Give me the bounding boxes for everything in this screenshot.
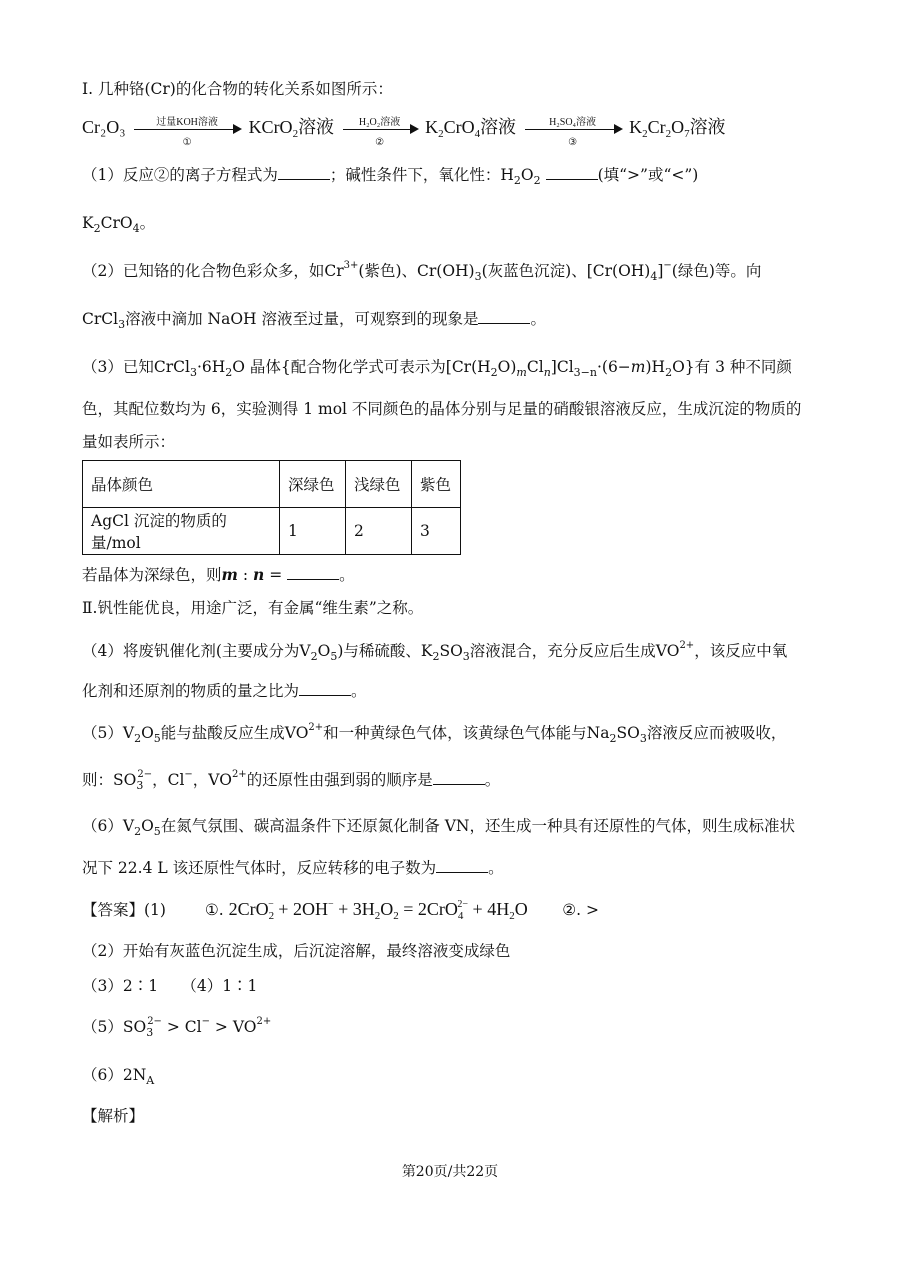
page-footer: 第20页/共22页 xyxy=(401,1164,499,1180)
answer-blank xyxy=(436,858,488,873)
answer-line-6: $(6)2N_A$ xyxy=(82,1066,155,1087)
table-header: 晶体颜色 xyxy=(83,461,280,508)
answer-blank xyxy=(299,681,351,696)
question-5-line-1: $(5)V_2O_5$能与盐酸反应生成$VO^{2+}$和一种黄绿色气体，该黄绿色气体能与$Na_2SO_3$溶液反应而被吸收， xyxy=(82,722,787,745)
answer-line-1: 【答案】(1) ①. $2CrO_2^- + 2OH^- + 3H_2O_2 = 2CrO_4^{2-} + 4H_2O$ ②. > xyxy=(82,899,599,922)
reaction-scheme xyxy=(82,116,726,148)
question-1-line-1: （1）反应②的离子方程式为 ；碱性条件下，氧化性：$H_2O_2$ (填“>”或“<”) xyxy=(82,166,699,187)
question-2-line-2: CrCl$_3$溶液中滴加 NaOH 溶液至过量，可观察到的现象是 。 xyxy=(82,310,546,331)
table-cell: 1 xyxy=(280,508,346,555)
crystal-color-table xyxy=(82,460,461,555)
scheme-product-2: $K_2CrO_4$溶液 xyxy=(425,117,517,140)
question-3-line-1: （3）已知$CrCl_3\cdot 6H_2O$ 晶体{配合物化学式可表示为$[Cr(H_2O)_mCl_n]Cl_{3-n}\cdot(6-m)H_2O$}有 3 种不同颜 xyxy=(82,358,792,379)
question-6-line-2: 况下 22.4 L 该还原性气体时，反应转移的电子数为 。 xyxy=(82,859,504,877)
answer-blank xyxy=(546,165,598,180)
table-cell: 3 xyxy=(412,508,461,555)
answer-blank xyxy=(287,565,339,580)
question-3-line-2: 色，其配位数均为 6，实验测得 1 mol 不同颜色的晶体分别与足量的硝酸银溶液反应，生成沉淀的物质的 xyxy=(82,400,802,418)
section2-heading: Ⅱ.钒性能优良，用途广泛，有金属“维生素”之称。 xyxy=(82,599,424,617)
scheme-product-1: KCrO$_2$溶液 xyxy=(248,117,335,140)
answer-line-3: （3）2∶1 （4）1∶1 xyxy=(82,977,258,995)
scheme-start: Cr₂O₃ xyxy=(82,117,126,137)
answer-blank xyxy=(433,770,485,785)
answer-line-5: $(5)SO_3^{2-} > Cl^- > VO^{2+}$ xyxy=(82,1016,272,1039)
arrow-1: 过量KOH溶液 ① xyxy=(132,118,242,140)
question-2-line-1: （2）已知铬的化合物色彩众多，如$Cr^{3+}$(紫色)、$Cr(OH)_3$(灰蓝色沉淀)、$[Cr(OH)_4]^-$(绿色)等。向 xyxy=(82,260,762,283)
question-5-line-2: 则：$SO_3^{2-}$，Cl−，$VO^{2+}$的还原性由强到弱的顺序是 。 xyxy=(82,769,501,792)
table-header: 浅绿色 xyxy=(346,461,412,508)
analysis-label: 【解析】 xyxy=(82,1107,145,1125)
table-header: 紫色 xyxy=(412,461,461,508)
table-row xyxy=(83,461,461,508)
question-1-line-2: $K_2CrO_4$。 xyxy=(82,214,156,235)
question-4-line-2: 化剂和还原剂的物质的量之比为 。 xyxy=(82,682,367,700)
table-cell: 2 xyxy=(346,508,412,555)
answer-line-2: （2）开始有灰蓝色沉淀生成，后沉淀溶解，最终溶液变成绿色 xyxy=(82,942,511,960)
section1-heading: Ⅰ. 几种铬(Cr)的化合物的转化关系如图所示： xyxy=(82,80,393,98)
answer-blank xyxy=(278,165,330,180)
table-header: 深绿色 xyxy=(280,461,346,508)
answer-blank xyxy=(478,309,530,324)
table-row xyxy=(83,508,461,555)
arrow-3: H₂SO₄溶液 ③ xyxy=(523,118,623,140)
question-4-line-1: （4）将废钒催化剂(主要成分为$V_2O_5$)与稀硫酸、$K_2SO_3$溶液混合，充分反应后生成$VO^{2+}$，该反应中氧 xyxy=(82,640,788,663)
question-3-line-3: 量如表所示： xyxy=(82,433,176,451)
question-3-after-table: 若晶体为深绿色，则m : n = 。 xyxy=(82,565,355,584)
scheme-product-3: $K_2Cr_2O_7$溶液 xyxy=(629,117,726,140)
table-cell: AgCl 沉淀的物质的量/mol xyxy=(83,508,280,555)
arrow-2: H₂O₂溶液 ② xyxy=(341,118,419,140)
question-6-line-1: $(6)V_2O_5$在氮气氛围、碳高温条件下还原氮化制备 VN，还生成一种具有还原性的气体，则生成标准状 xyxy=(82,817,795,838)
